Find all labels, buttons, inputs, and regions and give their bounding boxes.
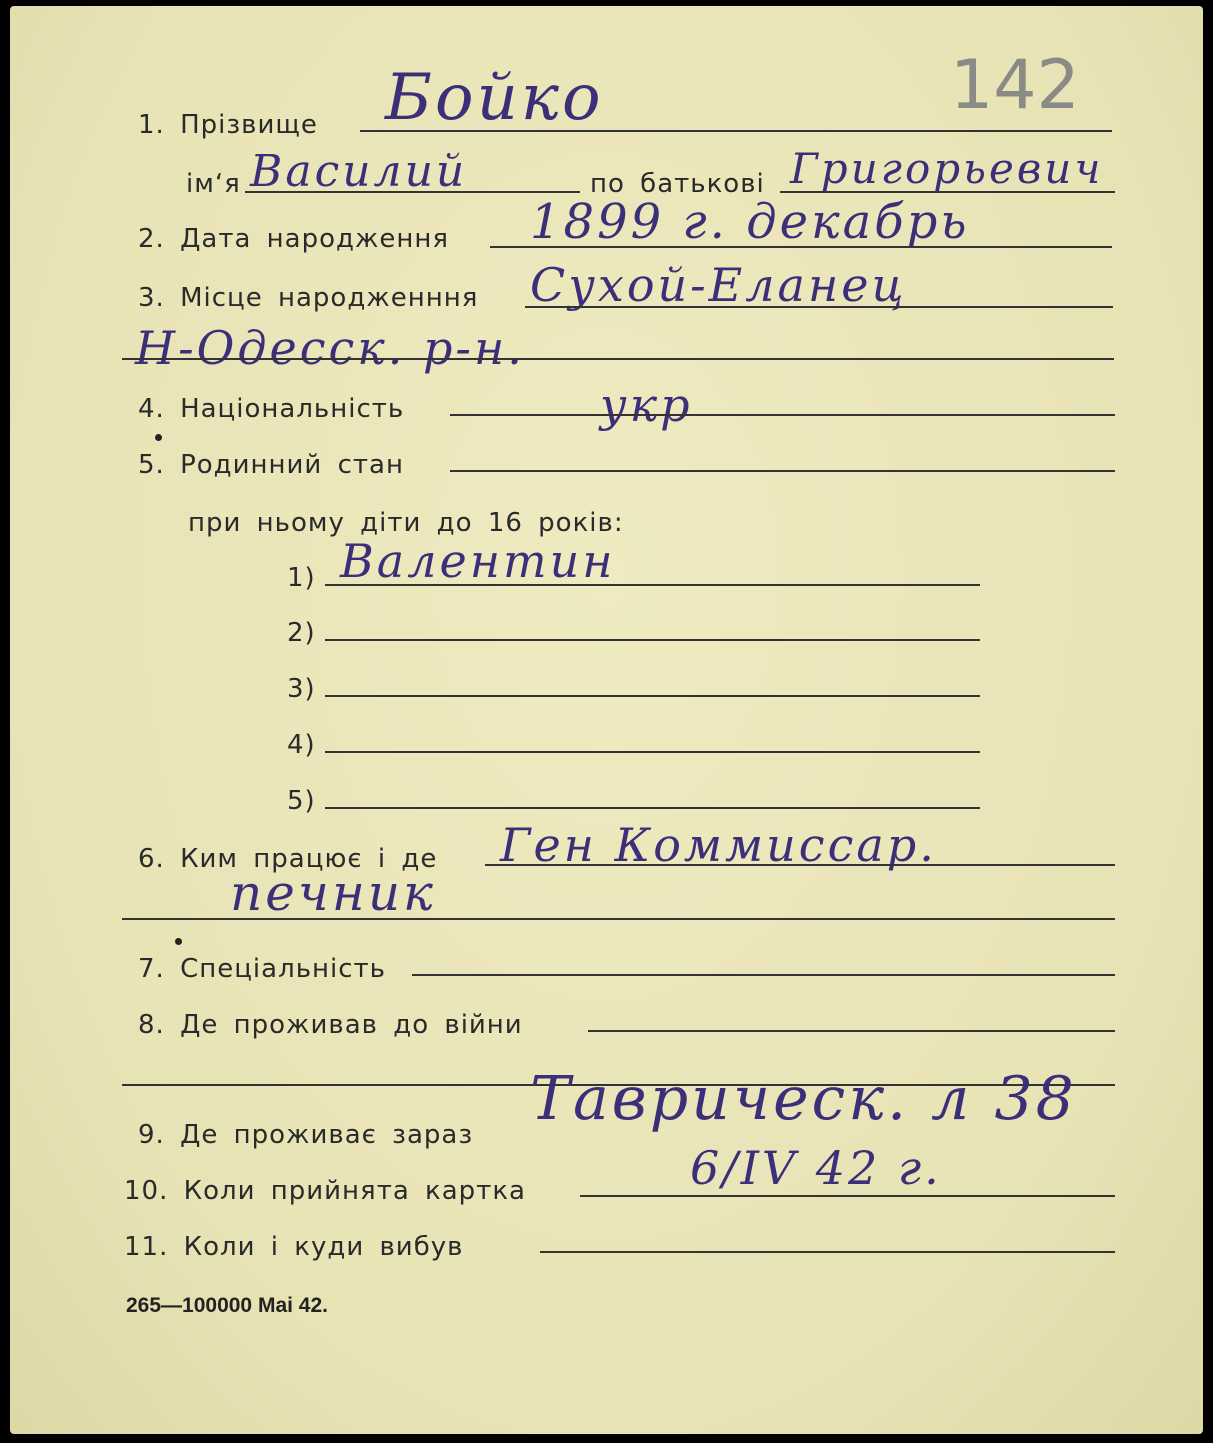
patronymic-value: Григорьевич (790, 144, 1104, 193)
nationality-line (450, 414, 1115, 416)
name-value: Василий (250, 146, 468, 197)
child-2-line (325, 639, 980, 641)
child-2-num: 2) (287, 618, 316, 648)
child-5-line (325, 807, 980, 809)
birth-place-value: Сухой-Еланец (530, 258, 907, 312)
work-value-2: печник (230, 864, 436, 922)
prewar-label: 8. Де проживав до війни (138, 1010, 523, 1040)
birth-place-line-2 (122, 358, 1114, 360)
birth-place-value-2: Н-Одесск. р-н. (135, 321, 525, 375)
child-4-line (325, 751, 980, 753)
birth-date-value: 1899 г. декабрь (530, 194, 970, 250)
birth-place-line (525, 306, 1113, 308)
registration-card (10, 6, 1203, 1434)
patronymic-label: по батькові (590, 169, 765, 199)
surname-value: Бойко (385, 61, 604, 135)
child-3-line (325, 695, 980, 697)
work-value: Ген Коммиссар. (500, 818, 937, 872)
accepted-line (580, 1195, 1115, 1197)
nationality-value: укр (600, 378, 693, 432)
child-1-num: 1) (287, 563, 316, 593)
specialty-label: 7. Спеціальність (138, 954, 387, 984)
child-5-num: 5) (287, 786, 316, 816)
birth-place-label: 3. Місце народженння (138, 283, 479, 313)
work-label: 6. Ким працює і де (138, 844, 438, 874)
accepted-value: 6/IV 42 г. (690, 1141, 942, 1195)
surname-line (360, 130, 1112, 132)
child-4-num: 4) (287, 730, 316, 760)
punch-hole (175, 938, 182, 945)
accepted-label: 10. Коли прийнята картка (124, 1176, 526, 1206)
punch-hole (155, 434, 162, 441)
family-label: 5. Родинний стан (138, 450, 404, 480)
current-value: Таврическ. л 38 (530, 1064, 1077, 1134)
archive-number: 142 (950, 46, 1080, 125)
work-line-2 (122, 918, 1115, 920)
birth-date-label: 2. Дата народження (138, 224, 450, 254)
family-line (450, 470, 1115, 472)
child-1-line (325, 584, 980, 586)
work-line (485, 864, 1115, 866)
print-code: 265—100000 Mai 42. (126, 1294, 328, 1317)
children-label: при ньому діти до 16 років: (188, 508, 624, 538)
surname-label: 1. Прізвище (138, 110, 318, 140)
nationality-label: 4. Національність (138, 394, 405, 424)
child-1-value: Валентин (340, 534, 616, 588)
prewar-line (588, 1030, 1115, 1032)
birth-date-line (490, 246, 1112, 248)
left-label: 11. Коли і куди вибув (124, 1232, 464, 1262)
name-line (245, 191, 580, 193)
left-line (540, 1251, 1115, 1253)
name-label: ім‘я (186, 169, 241, 199)
child-3-num: 3) (287, 674, 316, 704)
specialty-line (412, 974, 1115, 976)
current-label: 9. Де проживає зараз (138, 1120, 474, 1150)
